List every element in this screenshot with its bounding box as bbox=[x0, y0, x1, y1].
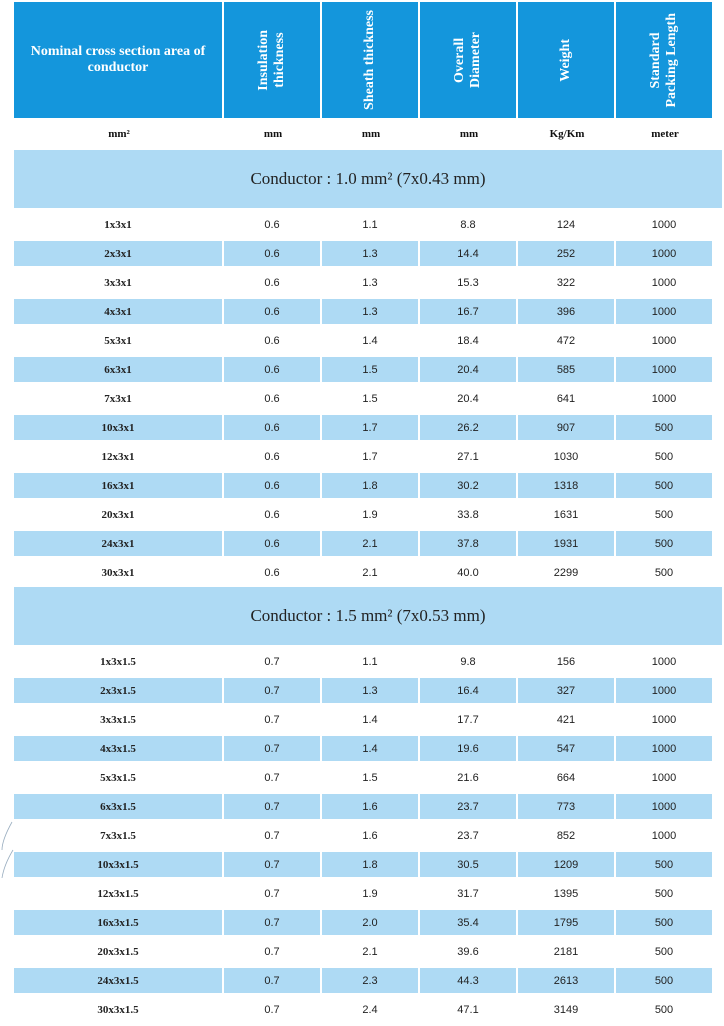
row-cross-section: 24x3x1.5 bbox=[14, 968, 222, 993]
row-cross-section: 10x3x1 bbox=[14, 415, 222, 440]
row-sheath: 1.1 bbox=[362, 218, 378, 231]
row-diameter: 20.4 bbox=[457, 392, 479, 405]
row-weight: 2181 bbox=[553, 945, 579, 958]
row-diameter: 16.7 bbox=[420, 299, 516, 324]
units-row bbox=[14, 118, 722, 150]
unit-sheath: mm bbox=[361, 128, 381, 140]
row-insulation: 0.7 bbox=[264, 713, 280, 726]
row-diameter: 44.3 bbox=[420, 968, 516, 993]
row-cross-section: 30x3x1 bbox=[101, 566, 135, 579]
row-diameter: 26.2 bbox=[420, 415, 516, 440]
row-packing: 500 bbox=[654, 887, 674, 900]
row-diameter: 21.6 bbox=[457, 771, 479, 784]
row-packing: 1000 bbox=[616, 241, 712, 266]
row-cross-section: 4x3x1.5 bbox=[14, 736, 222, 761]
row-insulation: 0.6 bbox=[264, 566, 280, 579]
row-packing: 500 bbox=[616, 473, 712, 498]
row-cross-section: 7x3x1 bbox=[104, 392, 132, 405]
cable-spec-table bbox=[14, 2, 722, 1026]
row-sheath: 1.1 bbox=[362, 655, 378, 668]
row-diameter: 30.5 bbox=[420, 852, 516, 877]
table-row bbox=[14, 415, 722, 440]
row-cross-section: 6x3x1 bbox=[14, 357, 222, 382]
row-packing: 500 bbox=[654, 450, 674, 463]
row-diameter: 23.7 bbox=[420, 794, 516, 819]
row-cross-section: 16x3x1.5 bbox=[14, 910, 222, 935]
row-packing: 1000 bbox=[651, 713, 677, 726]
row-weight: 852 bbox=[556, 829, 576, 842]
unit-cross-section: mm² bbox=[108, 128, 130, 140]
row-insulation: 0.6 bbox=[264, 508, 280, 521]
row-sheath: 2.1 bbox=[322, 531, 418, 556]
row-sheath: 1.6 bbox=[322, 794, 418, 819]
row-diameter: 8.8 bbox=[460, 218, 476, 231]
header-sheath: Sheath thickness bbox=[361, 10, 377, 110]
row-insulation: 0.7 bbox=[264, 887, 280, 900]
unit-packing: meter bbox=[651, 128, 679, 140]
row-cross-section: 16x3x1 bbox=[14, 473, 222, 498]
row-weight: 664 bbox=[556, 771, 576, 784]
row-packing: 500 bbox=[616, 910, 712, 935]
row-weight: 327 bbox=[518, 678, 614, 703]
row-insulation: 0.7 bbox=[224, 852, 320, 877]
row-packing: 1000 bbox=[616, 299, 712, 324]
row-sheath: 1.5 bbox=[362, 771, 378, 784]
row-diameter: 39.6 bbox=[457, 945, 479, 958]
row-sheath: 1.3 bbox=[322, 241, 418, 266]
row-insulation: 0.6 bbox=[264, 334, 280, 347]
row-sheath: 1.5 bbox=[362, 392, 378, 405]
row-insulation: 0.6 bbox=[264, 218, 280, 231]
row-diameter: 16.4 bbox=[420, 678, 516, 703]
row-cross-section: 30x3x1.5 bbox=[97, 1003, 139, 1016]
row-weight: 585 bbox=[518, 357, 614, 382]
row-packing: 1000 bbox=[651, 771, 677, 784]
table-row bbox=[14, 794, 722, 819]
row-sheath: 2.1 bbox=[362, 566, 378, 579]
row-packing: 1000 bbox=[651, 655, 677, 668]
row-packing: 1000 bbox=[616, 736, 712, 761]
header-packing: Standard Packing Length bbox=[647, 12, 679, 108]
row-weight: 1395 bbox=[553, 887, 579, 900]
row-diameter: 19.6 bbox=[420, 736, 516, 761]
row-insulation: 0.7 bbox=[224, 794, 320, 819]
row-insulation: 0.7 bbox=[264, 771, 280, 784]
row-weight: 547 bbox=[518, 736, 614, 761]
table-row bbox=[14, 765, 722, 790]
table-row bbox=[14, 910, 722, 935]
row-cross-section: 7x3x1.5 bbox=[100, 829, 136, 842]
row-sheath: 1.4 bbox=[322, 736, 418, 761]
row-weight: 156 bbox=[556, 655, 576, 668]
row-packing: 1000 bbox=[616, 678, 712, 703]
row-sheath: 2.4 bbox=[362, 1003, 378, 1016]
row-sheath: 1.9 bbox=[362, 508, 378, 521]
header-diameter: Overall Diameter bbox=[451, 32, 483, 88]
row-cross-section: 1x3x1.5 bbox=[100, 655, 136, 668]
table-row bbox=[14, 386, 722, 411]
header-weight: Weight bbox=[557, 38, 573, 82]
margin-arc-decoration bbox=[0, 820, 14, 880]
row-packing: 500 bbox=[654, 1003, 674, 1016]
header-sheath-cell bbox=[322, 2, 418, 118]
row-packing: 500 bbox=[616, 415, 712, 440]
table-row bbox=[14, 852, 722, 877]
row-insulation: 0.6 bbox=[224, 415, 320, 440]
table-row bbox=[14, 939, 722, 964]
row-weight: 3149 bbox=[553, 1003, 579, 1016]
table-row bbox=[14, 560, 722, 585]
row-weight: 1795 bbox=[518, 910, 614, 935]
table-row bbox=[14, 531, 722, 556]
table-row bbox=[14, 968, 722, 993]
row-weight: 1030 bbox=[553, 450, 579, 463]
header-weight-cell bbox=[518, 2, 614, 118]
row-cross-section: 12x3x1.5 bbox=[97, 887, 139, 900]
row-cross-section: 12x3x1 bbox=[101, 450, 135, 463]
row-cross-section: 5x3x1 bbox=[104, 334, 132, 347]
row-weight: 1209 bbox=[518, 852, 614, 877]
section-title-1: Conductor : 1.0 mm² (7x0.43 mm) bbox=[14, 150, 722, 208]
row-weight: 1318 bbox=[518, 473, 614, 498]
row-weight: 1631 bbox=[553, 508, 579, 521]
row-sheath: 1.7 bbox=[362, 450, 378, 463]
row-weight: 396 bbox=[518, 299, 614, 324]
row-cross-section: 1x3x1 bbox=[104, 218, 132, 231]
row-insulation: 0.6 bbox=[224, 473, 320, 498]
row-diameter: 23.7 bbox=[457, 829, 479, 842]
row-packing: 500 bbox=[654, 566, 674, 579]
row-cross-section: 3x3x1.5 bbox=[100, 713, 136, 726]
table-row bbox=[14, 736, 722, 761]
row-diameter: 14.4 bbox=[420, 241, 516, 266]
row-packing: 500 bbox=[654, 945, 674, 958]
row-diameter: 15.3 bbox=[457, 276, 479, 289]
row-cross-section: 20x3x1 bbox=[101, 508, 135, 521]
row-weight: 907 bbox=[518, 415, 614, 440]
table-row bbox=[14, 357, 722, 382]
row-diameter: 33.8 bbox=[457, 508, 479, 521]
row-insulation: 0.6 bbox=[224, 241, 320, 266]
row-weight: 421 bbox=[556, 713, 576, 726]
table-row bbox=[14, 473, 722, 498]
row-weight: 2613 bbox=[518, 968, 614, 993]
section-rows bbox=[14, 649, 722, 1022]
row-packing: 500 bbox=[616, 852, 712, 877]
unit-insulation: mm bbox=[263, 128, 283, 140]
row-sheath: 2.1 bbox=[362, 945, 378, 958]
row-weight: 2299 bbox=[553, 566, 579, 579]
row-insulation: 0.7 bbox=[224, 678, 320, 703]
row-weight: 773 bbox=[518, 794, 614, 819]
row-weight: 472 bbox=[556, 334, 576, 347]
table-row bbox=[14, 444, 722, 469]
row-weight: 252 bbox=[518, 241, 614, 266]
row-cross-section: 6x3x1.5 bbox=[14, 794, 222, 819]
table-row bbox=[14, 649, 722, 674]
row-packing: 500 bbox=[616, 968, 712, 993]
unit-weight: Kg/Km bbox=[549, 128, 585, 140]
row-packing: 1000 bbox=[616, 794, 712, 819]
row-insulation: 0.7 bbox=[224, 968, 320, 993]
row-insulation: 0.6 bbox=[224, 531, 320, 556]
header-diameter-cell bbox=[420, 2, 516, 118]
row-insulation: 0.6 bbox=[224, 357, 320, 382]
row-packing: 500 bbox=[616, 531, 712, 556]
row-diameter: 40.0 bbox=[457, 566, 479, 579]
row-insulation: 0.7 bbox=[224, 736, 320, 761]
row-sheath: 1.4 bbox=[362, 334, 378, 347]
row-diameter: 9.8 bbox=[460, 655, 476, 668]
row-cross-section: 2x3x1 bbox=[14, 241, 222, 266]
row-diameter: 17.7 bbox=[457, 713, 479, 726]
row-sheath: 1.3 bbox=[362, 276, 378, 289]
row-cross-section: 2x3x1.5 bbox=[14, 678, 222, 703]
table-row bbox=[14, 502, 722, 527]
row-sheath: 1.3 bbox=[322, 299, 418, 324]
header-cross-section: Nominal cross section area of conductor bbox=[14, 2, 222, 118]
table-header bbox=[14, 2, 722, 118]
row-cross-section: 3x3x1 bbox=[104, 276, 132, 289]
row-packing: 1000 bbox=[651, 829, 677, 842]
row-insulation: 0.7 bbox=[264, 655, 280, 668]
row-diameter: 27.1 bbox=[457, 450, 479, 463]
row-cross-section: 5x3x1.5 bbox=[100, 771, 136, 784]
row-sheath: 1.7 bbox=[322, 415, 418, 440]
table-row bbox=[14, 881, 722, 906]
unit-diameter: mm bbox=[459, 128, 479, 140]
row-weight: 322 bbox=[556, 276, 576, 289]
table-row bbox=[14, 707, 722, 732]
row-insulation: 0.6 bbox=[264, 450, 280, 463]
row-insulation: 0.6 bbox=[224, 299, 320, 324]
section-rows bbox=[14, 212, 722, 585]
table-row bbox=[14, 328, 722, 353]
row-sheath: 1.5 bbox=[322, 357, 418, 382]
row-packing: 1000 bbox=[651, 276, 677, 289]
table-row bbox=[14, 212, 722, 237]
row-cross-section: 10x3x1.5 bbox=[14, 852, 222, 877]
row-packing: 1000 bbox=[651, 334, 677, 347]
row-diameter: 18.4 bbox=[457, 334, 479, 347]
table-row bbox=[14, 823, 722, 848]
row-sheath: 1.4 bbox=[362, 713, 378, 726]
row-cross-section: 4x3x1 bbox=[14, 299, 222, 324]
row-packing: 1000 bbox=[651, 392, 677, 405]
header-packing-cell bbox=[616, 2, 712, 118]
row-packing: 1000 bbox=[616, 357, 712, 382]
header-insulation: Insulation thickness bbox=[255, 29, 287, 91]
row-cross-section: 24x3x1 bbox=[14, 531, 222, 556]
row-insulation: 0.7 bbox=[264, 945, 280, 958]
row-insulation: 0.7 bbox=[264, 829, 280, 842]
row-packing: 1000 bbox=[651, 218, 677, 231]
row-sheath: 2.3 bbox=[322, 968, 418, 993]
row-sheath: 2.0 bbox=[322, 910, 418, 935]
row-weight: 124 bbox=[556, 218, 576, 231]
row-sheath: 1.6 bbox=[362, 829, 378, 842]
row-diameter: 31.7 bbox=[457, 887, 479, 900]
table-row bbox=[14, 678, 722, 703]
section-title-2: Conductor : 1.5 mm² (7x0.53 mm) bbox=[14, 587, 722, 645]
row-diameter: 47.1 bbox=[457, 1003, 479, 1016]
row-insulation: 0.6 bbox=[264, 392, 280, 405]
row-sheath: 1.9 bbox=[362, 887, 378, 900]
table-row bbox=[14, 270, 722, 295]
row-sheath: 1.3 bbox=[322, 678, 418, 703]
row-sheath: 1.8 bbox=[322, 473, 418, 498]
row-diameter: 35.4 bbox=[420, 910, 516, 935]
table-row bbox=[14, 241, 722, 266]
header-insulation-cell bbox=[224, 2, 320, 118]
table-row bbox=[14, 997, 722, 1022]
row-insulation: 0.7 bbox=[264, 1003, 280, 1016]
row-insulation: 0.6 bbox=[264, 276, 280, 289]
row-insulation: 0.7 bbox=[224, 910, 320, 935]
row-cross-section: 20x3x1.5 bbox=[97, 945, 139, 958]
row-diameter: 20.4 bbox=[420, 357, 516, 382]
row-weight: 641 bbox=[556, 392, 576, 405]
table-row bbox=[14, 299, 722, 324]
row-diameter: 37.8 bbox=[420, 531, 516, 556]
row-sheath: 1.8 bbox=[322, 852, 418, 877]
row-packing: 500 bbox=[654, 508, 674, 521]
row-weight: 1931 bbox=[518, 531, 614, 556]
row-diameter: 30.2 bbox=[420, 473, 516, 498]
